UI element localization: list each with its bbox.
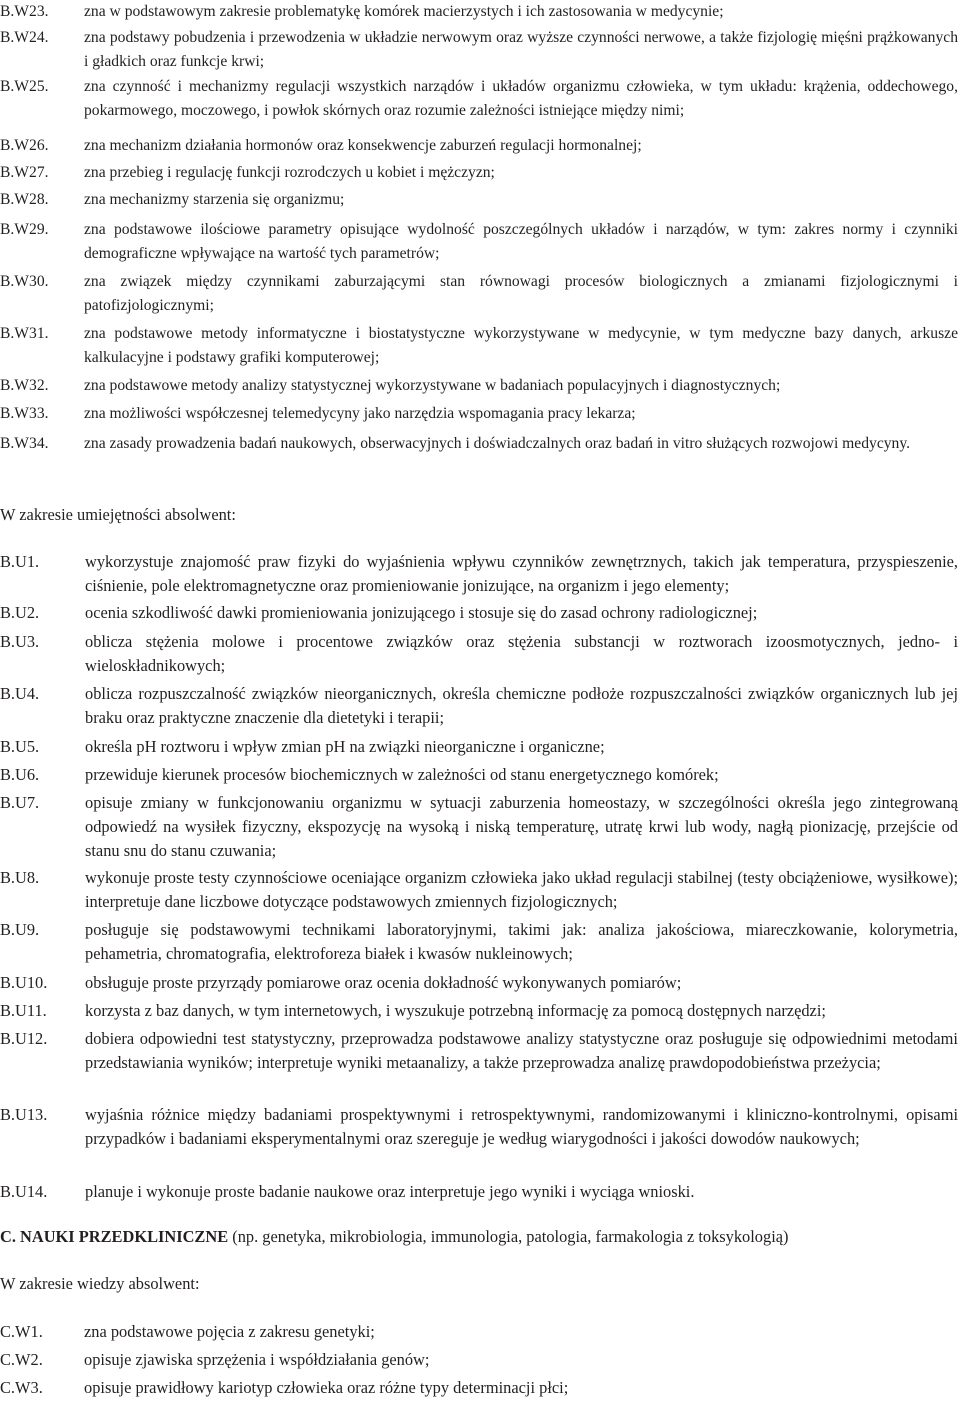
item-text: obsługuje proste przyrządy pomiarowe oraz ocenia dokładność wykonywanych pomiarów; — [85, 973, 682, 992]
item-code: B.W34. — [0, 435, 49, 452]
item-code: B.U5. — [0, 737, 40, 756]
item-code: B.U13. — [0, 1105, 48, 1124]
item-code: B.U9. — [0, 920, 40, 939]
item-code: B.U1. — [0, 552, 40, 571]
item-code: B.W30. — [0, 273, 49, 290]
item-code: B.W29. — [0, 221, 49, 238]
item-code: B.U8. — [0, 868, 40, 887]
item-code: B.W25. — [0, 78, 49, 95]
item-code: C.W2. — [0, 1350, 43, 1369]
item-text: zna podstawowe metody informatyczne i biostatystyczne wykorzystywane w medycynie, w tym medyczne bazy danych, arkusze kalkulacyjne i podstawy grafiki komputerowej; — [84, 325, 958, 366]
item-code: B.U12. — [0, 1029, 48, 1048]
item-code: B.W33. — [0, 405, 49, 422]
item-text: wykonuje proste testy czynnościowe oceniające organizm człowieka jako układ regulacji stabilnej (testy obciążeniowe, wysiłkowe); interpretuje dane liczbowe dotyczące podstawowych zmiennych fizjologicznych; — [85, 868, 958, 911]
item-text: zna podstawowe pojęcia z zakresu genetyki; — [84, 1322, 375, 1341]
item-code: B.W23. — [0, 3, 49, 20]
item-code: B.W24. — [0, 29, 49, 46]
item-text: opisuje zmiany w funkcjonowaniu organizmu w sytuacji zaburzenia homeostazy, w szczególności określa jego zintegrowaną odpowiedź na wysiłek fizyczny, ekspozycję na wysoką i niską temperaturę, utratę krwi lub wody, nagłą pionizację, przejście od stanu snu do stanu czuwania; — [85, 793, 958, 860]
item-text: posługuje się podstawowymi technikami laboratoryjnymi, takimi jak: analiza jakościowa, miareczkowanie, kolorymetria, pehametria, chromatografia, elektroforeza białek i kwasów nukleinowych; — [85, 920, 958, 963]
item-code: B.W27. — [0, 164, 49, 181]
item-text: opisuje prawidłowy kariotyp człowieka oraz różne typy determinacji płci; — [84, 1378, 569, 1397]
item-code: B.U3. — [0, 632, 40, 651]
item-text: zna mechanizm działania hormonów oraz konsekwencje zaburzeń regulacji hormonalnej; — [84, 137, 642, 154]
section-c-title — [0, 1225, 789, 1249]
item-code: C.W1. — [0, 1322, 43, 1341]
item-code: B.W26. — [0, 137, 49, 154]
item-code: B.W31. — [0, 325, 49, 342]
item-text: zna przebieg i regulację funkcji rozrodczych u kobiet i mężczyzn; — [84, 164, 495, 181]
item-text: zna podstawowe ilościowe parametry opisujące wydolność poszczególnych układów i narządów, w tym: zakres normy i czynniki demograficzne wpływające na wartość tych parametrów; — [84, 221, 958, 262]
section-heading: W zakresie wiedzy absolwent: — [0, 1274, 200, 1293]
item-code: C.W3. — [0, 1378, 43, 1397]
item-code: B.U11. — [0, 1001, 47, 1020]
item-text: zna związek między czynnikami zaburzającymi stan równowagi procesów biologicznych a zmianami fizjologicznymi i patofizjologicznymi; — [84, 273, 958, 314]
item-code: B.U6. — [0, 765, 40, 784]
item-text: ocenia szkodliwość dawki promieniowania jonizującego i stosuje się do zasad ochrony radiologicznej; — [85, 603, 758, 622]
item-text: wykorzystuje znajomość praw fizyki do wyjaśnienia wpływu czynników zewnętrznych, takich jak temperatura, przyspieszenie, ciśnienie, pole elektromagnetyczne oraz promieniowanie jonizujące, na organizm i jego elementy; — [85, 552, 958, 595]
section-c-title-rest: (np. genetyka, mikrobiologia, immunologia, patologia, farmakologia z toksykologią) — [228, 1227, 789, 1246]
section-c-title-bold: C. NAUKI PRZEDKLINICZNE — [0, 1227, 229, 1246]
item-code: B.U14. — [0, 1182, 48, 1201]
section-heading: W zakresie umiejętności absolwent: — [0, 505, 236, 524]
item-text: zna możliwości współczesnej telemedycyny jako narzędzia wspomagania pracy lekarza; — [84, 405, 636, 422]
item-code: B.W28. — [0, 191, 49, 208]
item-code: B.W32. — [0, 377, 49, 394]
item-text: dobiera odpowiedni test statystyczny, przeprowadza podstawowe analizy statystyczne oraz posługuje się odpowiednimi metodami przedstawiania wyników; interpretuje wyniki metaanalizy, a także przeprowadza analizę prawdopodobieństwa przeżycia; — [85, 1029, 958, 1072]
item-text: korzysta z baz danych, w tym internetowych, i wyszukuje potrzebną informację za pomocą dostępnych narzędzi; — [85, 1001, 826, 1020]
item-text: oblicza stężenia molowe i procentowe związków oraz stężenia substancji w roztworach izoosmotycznych, jedno- i wieloskładnikowych; — [85, 632, 958, 675]
item-text: oblicza rozpuszczalność związków nieorganicznych, określa chemiczne podłoże rozpuszczalności związków organicznych lub jej braku oraz praktyczne znaczenie dla dietetyki i terapii; — [85, 684, 958, 727]
item-text: zna podstawowe metody analizy statystycznej wykorzystywane w badaniach populacyjnych i diagnostycznych; — [84, 377, 781, 394]
item-text: opisuje zjawiska sprzężenia i współdziałania genów; — [84, 1350, 430, 1369]
item-code: B.U10. — [0, 973, 48, 992]
item-text: określa pH roztworu i wpływ zmian pH na związki nieorganiczne i organiczne; — [85, 737, 605, 756]
item-text: zna zasady prowadzenia badań naukowych, obserwacyjnych i doświadczalnych oraz badań in vitro służących rozwojowi medycyny. — [84, 435, 911, 452]
item-code: B.U7. — [0, 793, 40, 812]
item-text: przewiduje kierunek procesów biochemicznych w zależności od stanu energetycznego komórek; — [85, 765, 719, 784]
item-text: zna w podstawowym zakresie problematykę komórek macierzystych i ich zastosowania w medycynie; — [84, 3, 724, 20]
item-code: B.U4. — [0, 684, 40, 703]
item-text: zna mechanizmy starzenia się organizmu; — [84, 191, 345, 208]
item-text: zna podstawy pobudzenia i przewodzenia w układzie nerwowym oraz wyższe czynności nerwowe, a także fizjologię mięśni prążkowanych i gładkich oraz funkcje krwi; — [84, 29, 958, 70]
item-text: planuje i wykonuje proste badanie naukowe oraz interpretuje jego wyniki i wyciąga wnioski. — [85, 1182, 695, 1201]
item-code: B.U2. — [0, 603, 40, 622]
item-text: zna czynność i mechanizmy regulacji wszystkich narządów i układów organizmu człowieka, w tym układu: krążenia, oddechowego, pokarmowego, moczowego, i powłok skórnych oraz rozumie zależności istniejące między nimi; — [84, 78, 958, 119]
item-text: wyjaśnia różnice między badaniami prospektywnymi i retrospektywnymi, randomizowanymi i kliniczno-kontrolnymi, opisami przypadków i badaniami eksperymentalnymi oraz szereguje je według wiarygodności i jakości dowodów naukowych; — [85, 1105, 958, 1148]
